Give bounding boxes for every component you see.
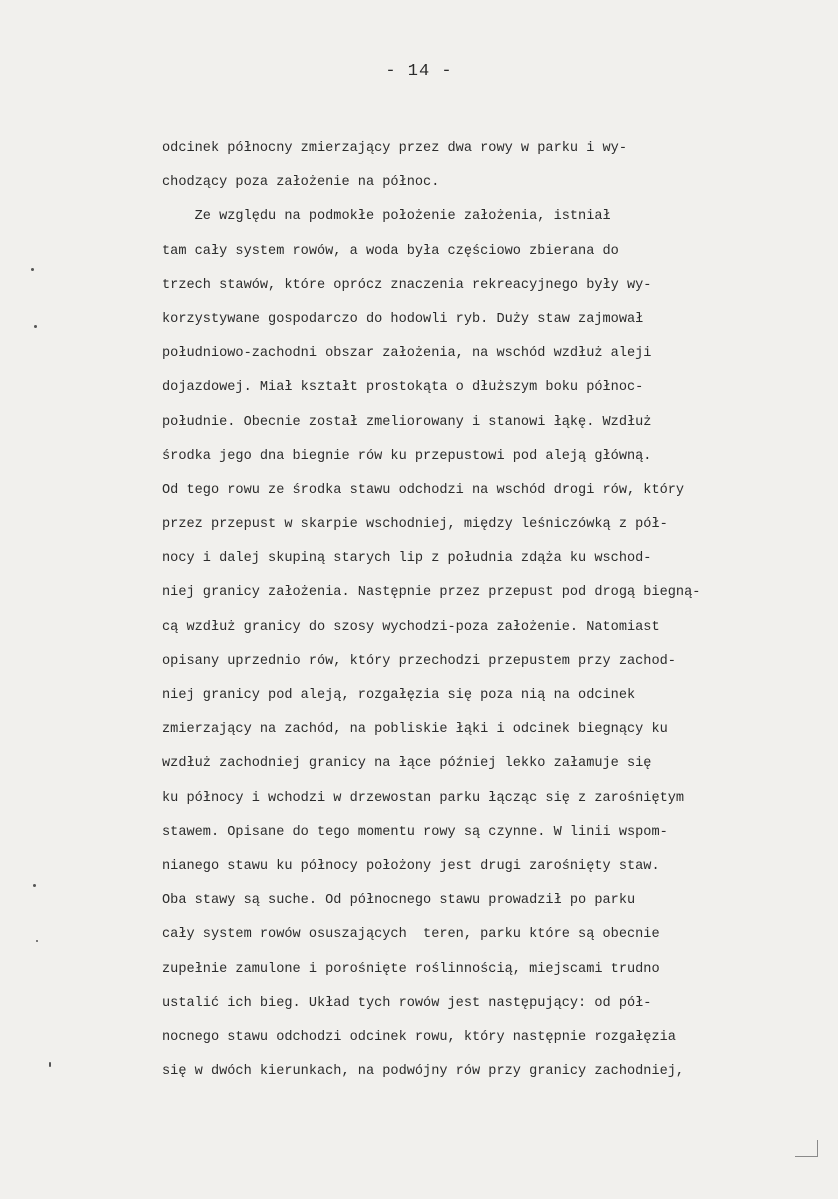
scan-speck [49,1062,51,1067]
body-text [162,132,838,1089]
text-line: Od tego rowu ze środka stawu odchodzi na wschód drogi rów, który [162,482,685,498]
text-line: południowo-zachodni obszar założenia, na wschód wzdłuż aleji [162,346,652,362]
text-line: dojazdowej. Miał kształt prostokąta o dłuższym boku północ- [162,380,644,396]
text-line: ku północy i wchodzi w drzewostan parku łącząc się z zarośniętym [162,790,685,806]
text-line: się w dwóch kierunkach, na podwójny rów przy granicy zachodniej, [162,1064,685,1080]
text-line: korzystywane gospodarczo do hodowli ryb. Duży staw zajmował [162,311,644,327]
text-line: trzech stawów, które oprócz znaczenia rekreacyjnego były wy- [162,277,652,293]
text-line: ustalić ich bieg. Układ tych rowów jest następujący: od pół- [162,995,652,1011]
text-line: południe. Obecnie został zmeliorowany i stanowi łąkę. Wzdłuż [162,414,652,430]
text-line: nocy i dalej skupiną starych lip z południa zdąża ku wschod- [162,551,652,567]
text-line: nianego stawu ku północy położony jest drugi zarośnięty staw. [162,858,660,874]
scan-speck [36,940,38,942]
text-line: niej granicy założenia. Następnie przez przepust pod drogą biegną- [162,585,701,601]
text-line: zupełnie zamulone i porośnięte roślinnością, miejscami trudno [162,961,660,977]
text-line: stawem. Opisane do tego momentu rowy są czynne. W linii wspom- [162,824,668,840]
text-line: tam cały system rowów, a woda była częściowo zbierana do [162,243,619,259]
text-line: nocnego stawu odchodzi odcinek rowu, który następnie rozgałęzia [162,1029,676,1045]
text-line: odcinek północny zmierzający przez dwa rowy w parku i wy- [162,141,627,156]
text-line: Ze względu na podmokłe położenie założenia, istniał [162,209,611,225]
text-line: chodzący poza założenie na północ. [162,175,440,191]
text-line: opisany uprzednio rów, który przechodzi przepustem przy zachod- [162,653,676,669]
text-line: przez przepust w skarpie wschodniej, między leśniczówką z pół- [162,517,668,533]
scan-speck [31,268,34,271]
scan-speck [33,884,36,887]
text-line: wzdłuż zachodniej granicy na łące później lekko załamuje się [162,756,652,772]
text-line: zmierzający na zachód, na pobliskie łąki i odcinek biegnący ku [162,722,668,738]
scan-speck [34,325,37,328]
text-line: Oba stawy są suche. Od północnego stawu prowadził po parku [162,893,636,909]
page-corner-mark [795,1140,818,1157]
text-line: cą wzdłuż granicy do szosy wychodzi-poza założenie. Natomiast [162,619,660,635]
text-line: cały system rowów osuszających teren, parku które są obecnie [162,927,660,943]
page-number: - 14 - [385,62,453,81]
text-line: niej granicy pod aleją, rozgałęzia się poza nią na odcinek [162,688,636,703]
text-line: środka jego dna biegnie rów ku przepustowi pod aleją główną. [162,448,652,464]
